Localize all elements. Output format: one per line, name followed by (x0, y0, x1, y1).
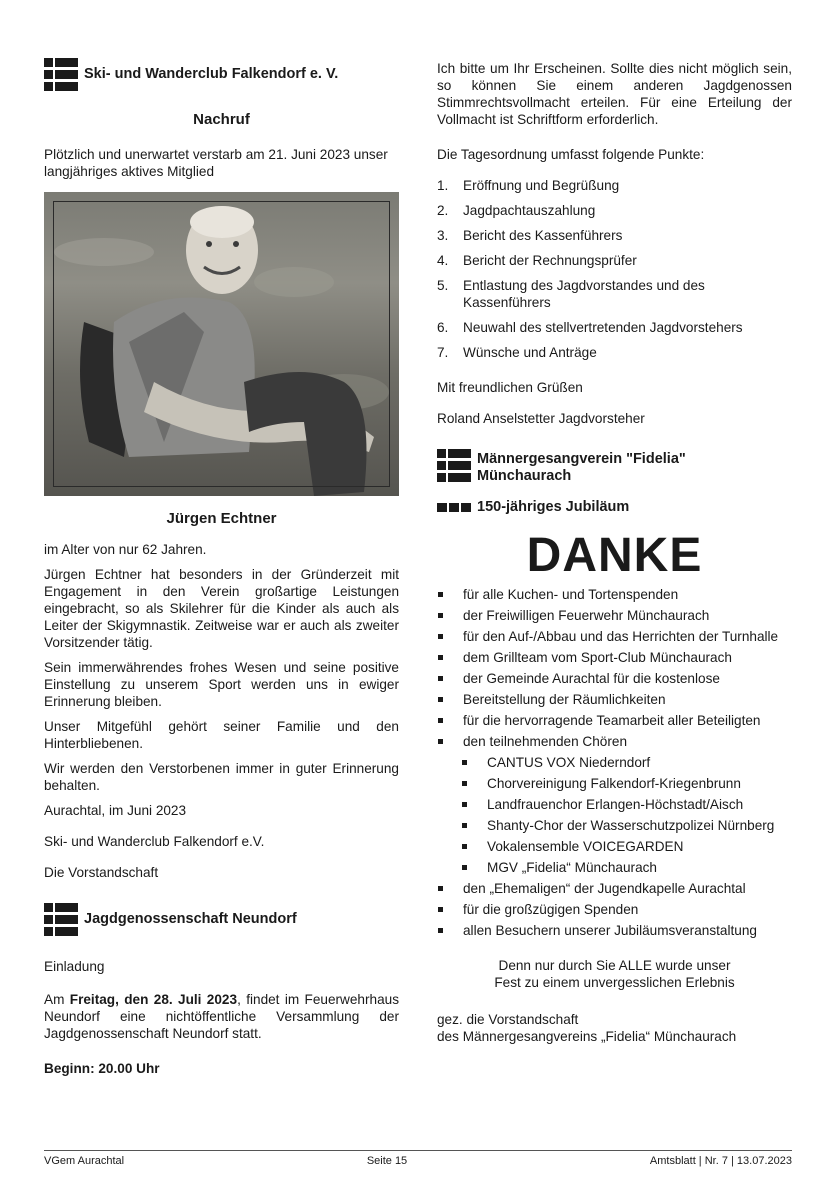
agenda-list (437, 177, 792, 361)
invite-rest: , findet im Feuerwehrhaus Neundorf eine nichtöffentliche Versammlung der Jagdgenossenschaft Neundorf statt. (44, 992, 399, 1041)
invitation-heading: Einladung (44, 959, 105, 974)
thanks-list (437, 586, 792, 750)
agenda-intro: Die Tagesordnung umfasst folgende Punkte: (437, 147, 705, 162)
section-bars-icon (44, 903, 78, 936)
footer-left: VGem Aurachtal (44, 1155, 125, 1167)
signer: Roland Anselstetter Jagdvorsteher (437, 411, 645, 426)
mgv-sign-1: gez. die Vorstandschaft (437, 1012, 579, 1027)
choirs-list (437, 754, 792, 876)
bullet-icon (461, 838, 487, 855)
list-item: Chorvereinigung Falkendorf-Kriegenbrunn (461, 775, 792, 792)
deceased-age: im Alter von nur 62 Jahren. (44, 542, 207, 557)
club-title: Ski- und Wanderclub Falkendorf e. V. (84, 66, 339, 82)
bullet-icon (437, 670, 463, 687)
mgv-sign-2: des Männergesangvereins „Fidelia“ Münchaurach (437, 1029, 737, 1044)
list-item: der Gemeinde Aurachtal für die kostenlose (437, 670, 792, 687)
list-item: Bereitstellung der Räumlichkeiten (437, 691, 792, 708)
bullet-icon (437, 733, 463, 750)
mgv-title-line-2: Münchaurach (477, 468, 572, 484)
mgv-title-line-1: Männergesangverein "Fidelia" (477, 451, 686, 467)
agenda-item: 1. Eröffnung und Begrüßung (437, 178, 620, 193)
bullet-icon (461, 796, 487, 813)
bullet-icon (437, 901, 463, 918)
obituary-paragraph-3: Unser Mitgefühl gehört seiner Familie und den Hinterbliebenen. (44, 719, 399, 751)
section-bars-icon (44, 58, 78, 91)
list-item: für die hervorragende Teamarbeit aller Beteiligten (437, 712, 792, 729)
greeting: Mit freundlichen Grüßen (437, 380, 583, 395)
list-item: den „Ehemaligen“ der Jugendkapelle Aurachtal (437, 880, 792, 897)
list-item: für alle Kuchen- und Tortenspenden (437, 586, 792, 603)
closing-line-2: Fest zu einem unvergesslichen Erlebnis (494, 975, 735, 990)
agenda-item: 5. Entlastung des Jagdvorstandes und des Kassenführers (437, 278, 705, 310)
bullet-icon (461, 754, 487, 771)
list-item: Vokalensemble VOICEGARDEN (461, 838, 792, 855)
obituary-sign-board: Die Vorstandschaft (44, 865, 159, 880)
bullet-icon (437, 691, 463, 708)
bullet-icon (437, 649, 463, 666)
list-item: allen Besuchern unserer Jubiläumsveranstaltung (437, 922, 792, 939)
obituary-paragraph-4: Wir werden den Verstorbenen immer in guter Erinnerung behalten. (44, 761, 399, 793)
bullet-icon (461, 817, 487, 834)
square-icon (461, 503, 471, 512)
section-bars-icon (437, 449, 471, 482)
obituary-paragraph-1: Jürgen Echtner hat besonders in der Gründerzeit mit Engagement in den Verein großartige Leistungen eingebracht, so als Skilehrer für die Kinder als auch als Leiter der Skigymnastik. Zeitweise war er auch als zweiter Vorsitzender tätig. (44, 567, 399, 650)
jagd-title: Jagdgenossenschaft Neundorf (84, 911, 297, 927)
list-item: Landfrauenchor Erlangen-Höchstadt/Aisch (461, 796, 792, 813)
bullet-icon (437, 922, 463, 939)
obituary-place-date: Aurachtal, im Juni 2023 (44, 803, 187, 818)
obituary-intro: Plötzlich und unerwartet verstarb am 21. Juni 2023 unser langjähriges aktives Mitglied (44, 147, 388, 179)
deceased-name: Jürgen Echtner (166, 510, 277, 527)
list-item: der Freiwilligen Feuerwehr Münchaurach (437, 607, 792, 624)
bullet-icon (461, 775, 487, 792)
square-icon (449, 503, 459, 512)
list-item: Shanty-Chor der Wasserschutzpolizei Nürnberg (461, 817, 792, 834)
agenda-item: 7. Wünsche und Anträge (437, 345, 597, 360)
footer-page-number: Seite 15 (366, 1155, 408, 1167)
invitation-start-time: Beginn: 20.00 Uhr (44, 1061, 160, 1076)
bullet-icon (437, 586, 463, 603)
agenda-item: 6. Neuwahl des stellvertretenden Jagdvorstehers (437, 320, 743, 335)
square-icon (437, 503, 447, 512)
bullet-icon (437, 712, 463, 729)
bullet-icon (437, 880, 463, 897)
invite-am: Am (44, 992, 70, 1007)
agenda-item: 4. Bericht der Rechnungsprüfer (437, 253, 637, 268)
bullet-icon (461, 859, 487, 876)
list-item: für die großzügigen Spenden (437, 901, 792, 918)
jubilee-header (437, 499, 792, 516)
obituary-heading: Nachruf (193, 111, 250, 128)
footer-right: Amtsblatt | Nr. 7 | 13.07.2023 (649, 1155, 792, 1167)
list-item: MGV „Fidelia“ Münchaurach (461, 859, 792, 876)
agenda-item: 3. Bericht des Kassenführers (437, 228, 623, 243)
jubilee-title: 150-jähriges Jubiläum (477, 499, 630, 515)
closing-line-1: Denn nur durch Sie ALLE wurde unser (498, 958, 731, 973)
agenda-item: 2. Jagdpachtauszahlung (437, 203, 596, 218)
jagd-request: Ich bitte um Ihr Erscheinen. Sollte dies nicht möglich sein, so können Sie einem anderen Jagdgenossen Stimmrechtsvollmacht erteilen. Für eine Erteilung der Vollmacht ist Schriftform erforderlich. (437, 61, 792, 127)
section-header-skiclub (44, 58, 399, 91)
bullet-icon (437, 628, 463, 645)
invitation-text (44, 991, 399, 1042)
page-footer (44, 1150, 792, 1168)
obituary-sign-club: Ski- und Wanderclub Falkendorf e.V. (44, 834, 265, 849)
thanks-list-continued (437, 880, 792, 939)
list-item: den teilnehmenden Chören (437, 733, 792, 750)
list-item: CANTUS VOX Niederndorf (461, 754, 792, 771)
section-header-jagd (44, 903, 399, 936)
list-item: für den Auf-/Abbau und das Herrichten der Turnhalle (437, 628, 792, 645)
portrait-photo (44, 192, 399, 496)
right-column (437, 60, 792, 1045)
left-column (44, 58, 399, 1077)
list-item: dem Grillteam vom Sport-Club Münchaurach (437, 649, 792, 666)
section-header-mgv (437, 449, 792, 485)
obituary-paragraph-2: Sein immerwährendes frohes Wesen und seine positive Einstellung zu unserem Sport werden uns in ewiger Erinnerung bleiben. (44, 660, 399, 709)
bullet-icon (437, 607, 463, 624)
photo-frame (53, 201, 390, 487)
invite-date: Freitag, den 28. Juli 2023 (69, 992, 238, 1007)
danke-heading: DANKE (526, 529, 703, 582)
